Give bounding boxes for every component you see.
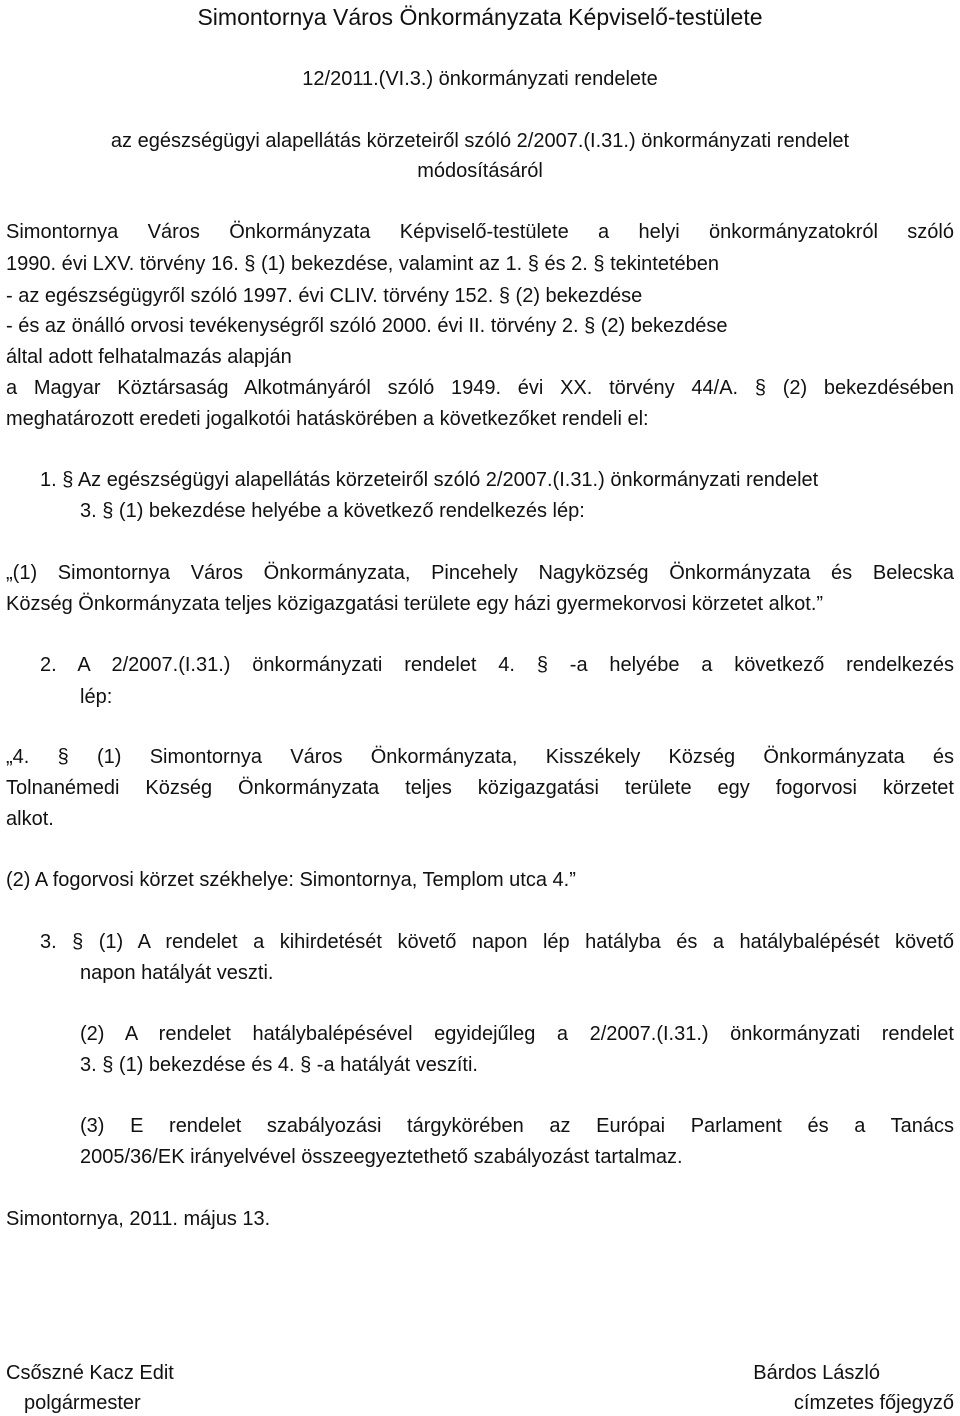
preamble-line: által adott felhatalmazás alapján [6,346,292,368]
section-3-paragraph-3: (3) E rendelet szabályozási tárgykörében az Európai Parlament és a Tanács [80,1115,954,1137]
section-2-line: lép: [80,686,113,708]
decree-subject-line: az egészségügyi alapellátás körzeteiről szóló 2/2007.(I.31.) önkormányzati rendelet [110,130,850,152]
section-2-quote-line: Tolnanémedi Község Önkormányzata teljes közigazgatási területe egy fogorvosi körzetet [6,777,954,799]
preamble-line: - az egészségügyről szóló 1997. évi CLIV. törvény 152. § (2) bekezdése [6,285,643,307]
section-3-paragraph-1: 3. § (1) A rendelet a kihirdetését követő napon lép hatályba és a hatálybalépését követő [40,931,954,953]
section-2-quote-line: „4. § (1) Simontornya Város Önkormányzata, Kisszékely Község Önkormányzata és [6,746,954,768]
section-1-line: 3. § (1) bekezdése helyébe a következő rendelkezés lép: [80,500,585,522]
section-3-paragraph-2: 3. § (1) bekezdése és 4. § -a hatályát veszíti. [80,1054,478,1076]
preamble-line: 1990. évi LXV. törvény 16. § (1) bekezdése, valamint az 1. § és 2. § tekintetében [6,253,720,275]
section-3-paragraph-3: 2005/36/EK irányelvével összeegyeztethető szabályozást tartalmaz. [80,1146,683,1168]
signatory-left-name: Csőszné Kacz Edit [6,1362,174,1384]
place-date: Simontornya, 2011. május 13. [6,1208,271,1230]
section-2-line: 2. A 2/2007.(I.31.) önkormányzati rendelet 4. § -a helyébe a következő rendelkezés [40,654,954,676]
signatory-right-title: címzetes főjegyző [793,1392,954,1414]
section-1-quote-line: Község Önkormányzata teljes közigazgatási területe egy házi gyermekorvosi körzetet alkot.” [6,593,824,615]
section-1-line: 1. § Az egészségügyi alapellátás körzeteiről szóló 2/2007.(I.31.) önkormányzati rendelet [40,469,819,491]
section-3-paragraph-2: (2) A rendelet hatálybalépésével egyidejűleg a 2/2007.(I.31.) önkormányzati rendelet [80,1023,954,1045]
preamble-line: meghatározott eredeti jogalkotói hatáskörében a következőket rendeli el: [6,408,649,430]
decree-subject-line: módosításáról [417,160,543,182]
decree-number: 12/2011.(VI.3.) önkormányzati rendelete [302,68,658,90]
section-1-quote-line: „(1) Simontornya Város Önkormányzata, Pincehely Nagyközség Önkormányzata és Belecska [6,562,954,584]
section-2-quote-line: alkot. [6,808,54,830]
preamble-line: Simontornya Város Önkormányzata Képviselő-testülete a helyi önkormányzatokról szóló [6,221,954,243]
section-3-paragraph-1: napon hatályát veszti. [80,962,274,984]
section-2-quote-line: (2) A fogorvosi körzet székhelye: Simontornya, Templom utca 4.” [6,869,576,891]
signatory-left-title: polgármester [24,1392,141,1414]
preamble-line: a Magyar Köztársaság Alkotmányáról szóló 1949. évi XX. törvény 44/A. § (2) bekezdésében [6,377,954,399]
document-title: Simontornya Város Önkormányzata Képviselő-testülete [197,4,763,30]
signatory-right-name: Bárdos László [753,1362,880,1384]
preamble-line: - és az önálló orvosi tevékenységről szóló 2000. évi II. törvény 2. § (2) bekezdése [6,315,728,337]
